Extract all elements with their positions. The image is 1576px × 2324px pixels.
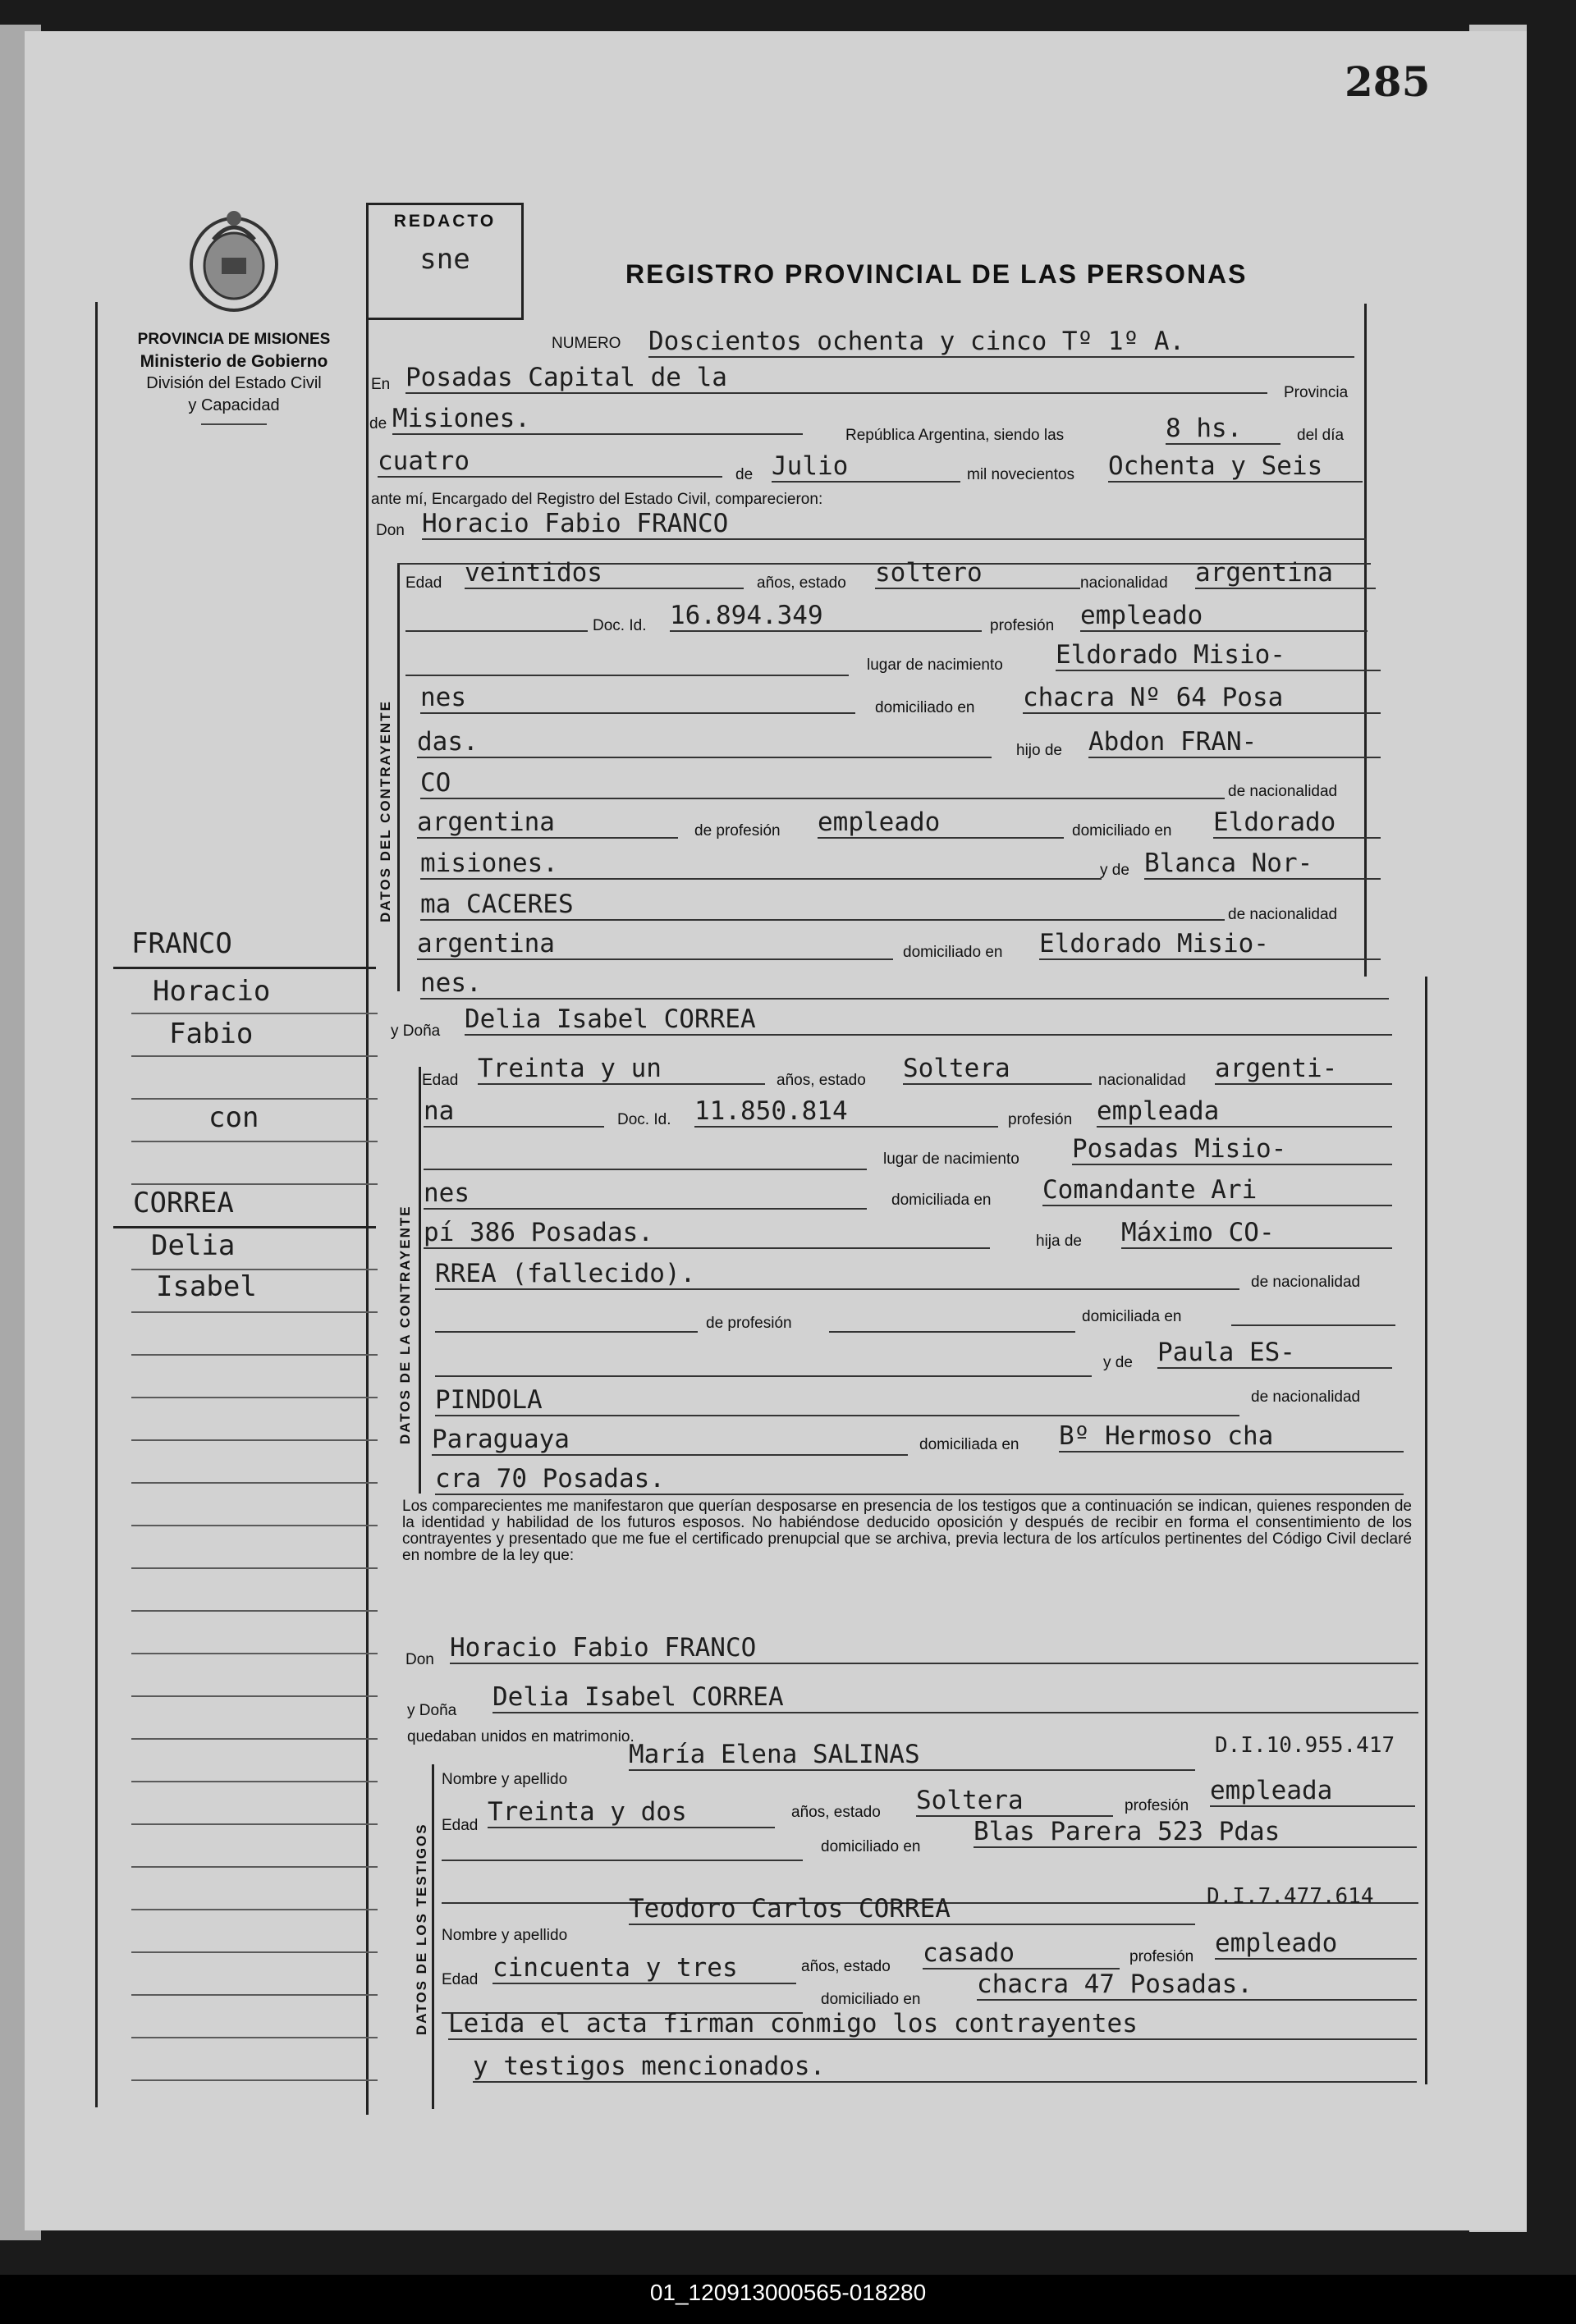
- decl-dona-value: Delia Isabel CORREA: [492, 1682, 1418, 1713]
- margin-rule: [131, 1610, 378, 1612]
- c-dom-label: domiciliado en: [875, 699, 975, 716]
- t2-anios-label: años, estado: [801, 1958, 891, 1975]
- section-divider-contrayente: [397, 565, 400, 991]
- page-number: 285: [1345, 57, 1431, 106]
- t1-name: María Elena SALINAS: [629, 1740, 1195, 1771]
- c-doc-label: Doc. Id.: [593, 617, 647, 634]
- margin-name-bride-2: Isabel: [156, 1270, 257, 1303]
- t2-edad: cincuenta y tres: [492, 1953, 796, 1984]
- f-madre-dom-cont: cra 70 Posadas.: [435, 1464, 1404, 1495]
- c-madre-value: Blanca Nor-: [1144, 849, 1381, 880]
- f-lugar-label: lugar de nacimiento: [883, 1151, 1019, 1168]
- mes-de-label: de: [735, 466, 754, 483]
- t2-prof: empleado: [1215, 1928, 1417, 1960]
- f-prof-value: empleada: [1097, 1096, 1392, 1128]
- t2-doc: D.I.7.477.614: [1207, 1884, 1374, 1909]
- numero-value: Doscientos ochenta y cinco Tº 1º A.: [648, 327, 1354, 358]
- c-estado-value: soltero: [875, 558, 1080, 589]
- c-prof-value: empleado: [1080, 601, 1368, 632]
- rule: [405, 630, 588, 632]
- republica-label: República Argentina, siendo las: [845, 427, 1065, 444]
- c-padre-value: Abdon FRAN-: [1088, 727, 1381, 758]
- f-dom3-label: domiciliada en: [919, 1436, 1019, 1453]
- provincial-crest-icon: [181, 207, 287, 315]
- section-divider-contrayente-f: [419, 1067, 421, 1494]
- f-dom-cont: pí 386 Posadas.: [424, 1218, 990, 1249]
- capacity-label: y Capacidad: [188, 396, 280, 414]
- province-name: PROVINCIA DE MISIONES: [137, 331, 331, 348]
- margin-rule: [113, 1226, 376, 1228]
- form-divider: [366, 203, 369, 2115]
- margin-name-groom-2: Fabio: [169, 1018, 254, 1050]
- contrayente-f-side-label: DATOS DE LA CONTRAYENTE: [397, 1205, 413, 1444]
- t2-dom-label: domiciliado en: [821, 1991, 921, 2008]
- section-divider-testigos: [432, 1764, 434, 2109]
- f-anios-label: años, estado: [777, 1072, 866, 1089]
- c-madre-dom: Eldorado Misio-: [1039, 929, 1381, 960]
- margin-rule: [131, 1951, 378, 1953]
- margin-rule: [131, 1354, 378, 1356]
- f-edad-label: Edad: [422, 1072, 459, 1089]
- c-doc-value: 16.894.349: [670, 601, 982, 632]
- t1-nombre-label: Nombre y apellido: [442, 1771, 568, 1788]
- c-madre-dom-cont: nes.: [420, 968, 1389, 1000]
- margin-rule: [131, 1098, 378, 1100]
- c-lugar-label: lugar de nacimiento: [867, 656, 1003, 674]
- t1-doc: D.I.10.955.417: [1215, 1733, 1395, 1758]
- declaration-text: Los comparecientes me manifestaron que querían desposarse en presencia de los testigos que a continuación se indican, quienes responden de la identidad y habilidad de los futuros esposos. No habiéndose deducido oposición y después de recibir en forma el consentimiento de los contrayentes y presentado que me fue el certificado prenupcial que se archiva, previa lectura de los artículos pertinentes del Código Civil declaré en nombre de la ley que:: [402, 1498, 1412, 1564]
- f-padre-cont: RREA (fallecido).: [435, 1259, 1239, 1290]
- t2-prof-label: profesión: [1129, 1948, 1194, 1965]
- redacto-box: [366, 203, 524, 320]
- don-label: Don: [376, 522, 405, 539]
- margin-surname-groom: FRANCO: [131, 927, 232, 960]
- c-lugar-cont: nes: [420, 683, 855, 714]
- margin-rule: [131, 1781, 378, 1782]
- rule: [1231, 1324, 1395, 1326]
- c-edad-value: veintidos: [465, 558, 744, 589]
- rule: [829, 1331, 1075, 1333]
- contrayente-side-label: DATOS DEL CONTRAYENTE: [378, 700, 393, 922]
- margin-rule: [131, 1439, 378, 1441]
- c-anios-label: años, estado: [757, 574, 846, 592]
- anio-value: Ochenta y Seis: [1108, 451, 1363, 483]
- margin-rule: [131, 2037, 378, 2038]
- en-label: En: [371, 376, 391, 393]
- margin-surname-bride: CORREA: [133, 1187, 234, 1219]
- margin-rule: [131, 1653, 378, 1654]
- f-dom-value: Comandante Ari: [1042, 1175, 1392, 1206]
- t1-dom: Blas Parera 523 Pdas: [974, 1817, 1417, 1848]
- closing-line-2: y testigos mencionados.: [473, 2052, 1417, 2083]
- mes-value: Julio: [772, 451, 960, 483]
- f-de-prof-label: de profesión: [706, 1315, 792, 1332]
- f-nac-cont: na: [424, 1096, 604, 1128]
- f-de-nac2-label: de nacionalidad: [1251, 1388, 1361, 1406]
- f-madre-dom: Bº Hermoso cha: [1059, 1421, 1404, 1452]
- margin-rule: [131, 1141, 378, 1142]
- t1-estado: Soltera: [916, 1786, 1113, 1817]
- c-padre-cont: CO: [420, 768, 1225, 799]
- t1-anios-label: años, estado: [791, 1804, 881, 1821]
- f-nac-value: argenti-: [1215, 1054, 1392, 1085]
- rule: [442, 1860, 803, 1861]
- margin-con: con: [208, 1101, 259, 1134]
- redacto-value: sne: [419, 243, 470, 276]
- decl-don-label: Don: [405, 1651, 434, 1668]
- t1-prof: empleada: [1210, 1776, 1415, 1807]
- mil-label: mil novecientos: [967, 466, 1074, 483]
- margin-rule: [131, 1909, 378, 1910]
- rule: [435, 1375, 1092, 1377]
- c-de-nac2-label: de nacionalidad: [1228, 906, 1338, 923]
- f-y-de-label: y de: [1103, 1354, 1133, 1371]
- t2-nombre-label: Nombre y apellido: [442, 1927, 568, 1944]
- f-prof-label: profesión: [1008, 1111, 1073, 1128]
- closing-line-1: Leida el acta firman conmigo los contrayentes: [448, 2009, 1417, 2040]
- decl-dona-label: y Doña: [407, 1702, 457, 1719]
- c-dom-value: chacra Nº 64 Posa: [1023, 683, 1381, 714]
- margin-rule: [131, 1183, 378, 1185]
- scan-identifier: 01_120913000565-018280: [649, 2280, 927, 2305]
- register-title: REGISTRO PROVINCIAL DE LAS PERSONAS: [625, 259, 1248, 289]
- division-name: División del Estado Civil: [146, 374, 322, 392]
- f-lugar-cont: nes: [424, 1178, 867, 1210]
- decl-closing: quedaban unidos en matrimonio.: [407, 1728, 635, 1745]
- margin-rule: [131, 2079, 378, 2081]
- ante-label: ante mí, Encargado del Registro del Estado Civil, comparecieron:: [371, 491, 823, 508]
- dia-label: del día: [1297, 427, 1345, 444]
- rule: [435, 1331, 698, 1333]
- f-de-nac-label: de nacionalidad: [1251, 1274, 1361, 1291]
- form-left-border: [95, 302, 98, 2107]
- f-doc-label: Doc. Id.: [617, 1111, 671, 1128]
- de-value: Misiones.: [392, 404, 803, 435]
- divider: [201, 423, 267, 425]
- margin-rule: [113, 967, 376, 969]
- c-nac-value: argentina: [1195, 558, 1376, 589]
- f-lugar-value: Posadas Misio-: [1072, 1134, 1392, 1165]
- f-nac-label: nacionalidad: [1098, 1072, 1186, 1089]
- f-madre-value: Paula ES-: [1157, 1338, 1392, 1369]
- c-hijo-label: hijo de: [1016, 742, 1062, 759]
- form-right-border-lower: [1425, 977, 1427, 2084]
- margin-rule: [131, 1311, 378, 1313]
- redacto-label: REDACTO: [393, 212, 497, 231]
- c-madre-cont: ma CACERES: [420, 890, 1225, 921]
- c-edad-label: Edad: [405, 574, 442, 592]
- t1-edad-label: Edad: [442, 1817, 479, 1834]
- margin-name-bride-1: Delia: [151, 1229, 236, 1262]
- c-padre-nac: argentina: [417, 807, 678, 839]
- margin-rule: [131, 1397, 378, 1398]
- c-padre-prof: empleado: [818, 807, 1064, 839]
- margin-rule: [131, 1567, 378, 1569]
- hora-value: 8 hs.: [1166, 414, 1280, 445]
- margin-rule: [131, 1994, 378, 1996]
- c-madre-nac: argentina: [417, 929, 893, 960]
- c-padre-dom: Eldorado: [1213, 807, 1381, 839]
- c-prof-label: profesión: [990, 617, 1055, 634]
- t2-estado: casado: [923, 1938, 1120, 1969]
- dona-label: y Doña: [391, 1022, 441, 1040]
- f-padre-value: Máximo CO-: [1121, 1218, 1392, 1249]
- t1-edad: Treinta y dos: [488, 1797, 775, 1828]
- f-madre-cont: PINDOLA: [435, 1385, 1239, 1416]
- f-edad-value: Treinta y un: [478, 1054, 765, 1085]
- f-dom2-label: domiciliada en: [1082, 1308, 1182, 1325]
- t2-dom: chacra 47 Posadas.: [977, 1969, 1417, 2001]
- t1-prof-label: profesión: [1125, 1797, 1189, 1814]
- rule: [424, 1169, 867, 1170]
- decl-don-value: Horacio Fabio FRANCO: [450, 1633, 1418, 1664]
- margin-rule: [131, 1823, 378, 1825]
- c-padre-dom-cont: misiones.: [420, 849, 1102, 880]
- f-madre-nac: Paraguaya: [432, 1425, 908, 1456]
- c-de-nac-label: de nacionalidad: [1228, 783, 1338, 800]
- ministry-name: Ministerio de Gobierno: [140, 352, 328, 371]
- c-dom3-label: domiciliado en: [903, 944, 1003, 961]
- rule: [405, 675, 849, 676]
- f-doc-value: 11.850.814: [694, 1096, 998, 1128]
- dona-value: Delia Isabel CORREA: [465, 1004, 1392, 1036]
- margin-rule: [131, 1013, 378, 1014]
- issuing-office: [98, 328, 369, 425]
- don-value: Horacio Fabio FRANCO: [422, 509, 1366, 540]
- margin-name-groom-1: Horacio: [153, 975, 271, 1008]
- f-hija-label: hija de: [1036, 1233, 1082, 1250]
- numero-label: NUMERO: [552, 335, 621, 352]
- margin-rule: [131, 1055, 378, 1057]
- t1-dom-label: domiciliado en: [821, 1838, 921, 1855]
- t2-name: Teodoro Carlos CORREA: [629, 1894, 1195, 1925]
- c-dom2-label: domiciliado en: [1072, 822, 1172, 839]
- c-de-prof-label: de profesión: [694, 822, 781, 839]
- f-estado-value: Soltera: [903, 1054, 1092, 1085]
- f-dom-label: domiciliada en: [891, 1192, 992, 1209]
- margin-rule: [131, 1866, 378, 1868]
- dia-value: cuatro: [378, 446, 722, 478]
- c-y-de-label: y de: [1100, 862, 1129, 879]
- de-label: de: [369, 415, 387, 432]
- margin-rule: [131, 1738, 378, 1740]
- margin-rule: [131, 1482, 378, 1484]
- margin-rule: [131, 1525, 378, 1526]
- c-nac-label: nacionalidad: [1080, 574, 1168, 592]
- provincia-label: Provincia: [1284, 384, 1349, 401]
- margin-rule: [131, 1695, 378, 1697]
- c-dom-cont: das.: [417, 727, 992, 758]
- testigos-side-label: DATOS DE LOS TESTIGOS: [414, 1823, 429, 2035]
- c-lugar-value: Eldorado Misio-: [1056, 640, 1381, 671]
- t2-edad-label: Edad: [442, 1971, 479, 1988]
- en-value: Posadas Capital de la: [405, 363, 1267, 394]
